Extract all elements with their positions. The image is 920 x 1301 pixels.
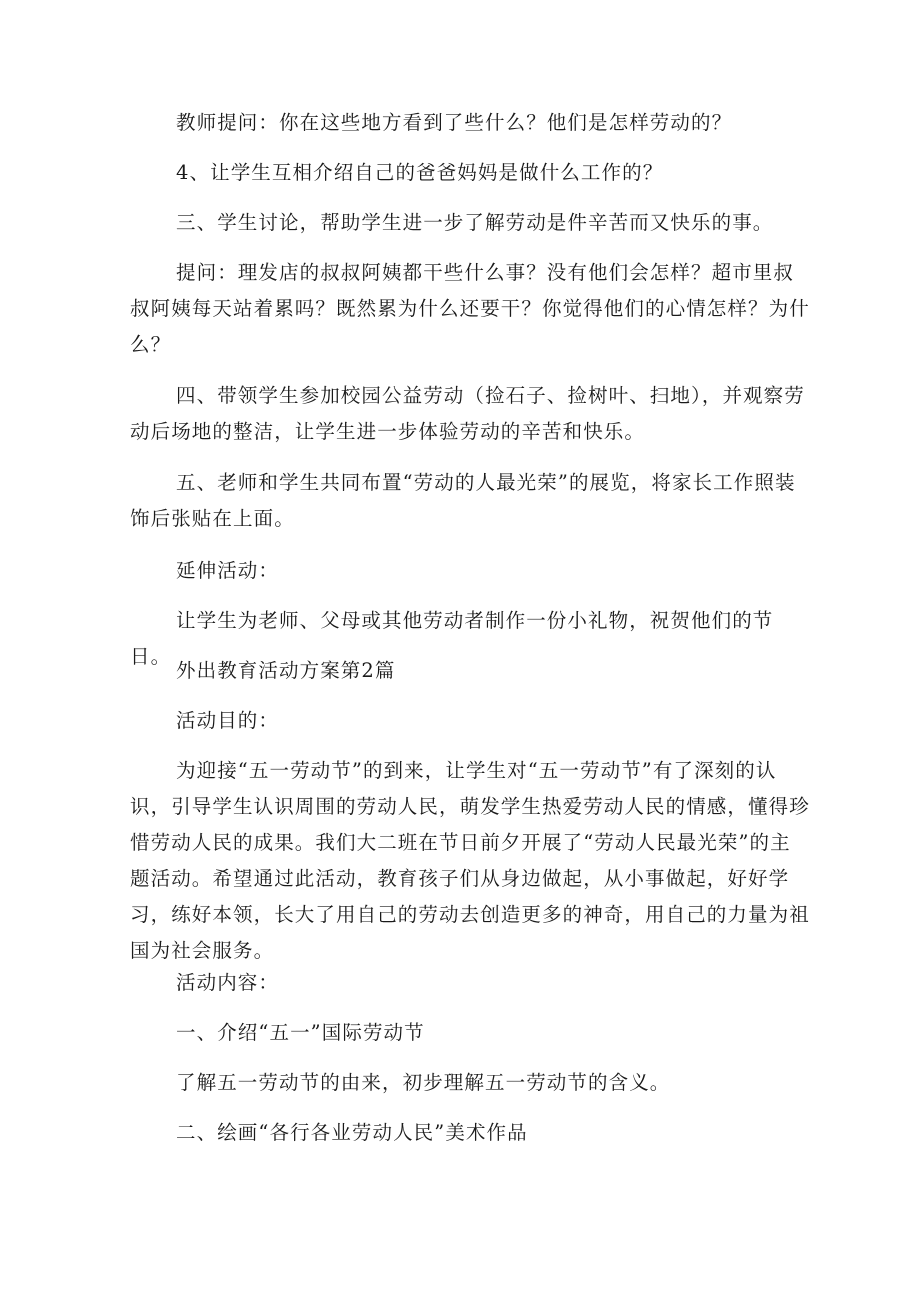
paragraph-extension-heading: 延伸活动： (176, 559, 280, 582)
paragraph-question: 提问：理发店的叔叔阿姨都干些什么事？没有他们会怎样？超市里叔叔阿姨每天站着累吗？既然累为什么还要干？你觉得他们的心情怎样？为什么？ (130, 261, 810, 356)
paragraph-content-2: 二、绘画“各行各业劳动人民”美术作品 (176, 1121, 528, 1144)
paragraph-content-1-body: 了解五一劳动节的由来，初步理解五一劳动节的含义。 (176, 1071, 671, 1094)
paragraph-extension-body: 让学生为老师、父母或其他劳动者制作一份小礼物，祝贺他们的节日。 (130, 609, 774, 668)
paragraph-item-4: 4、让学生互相介绍自己的爸爸妈妈是做什么工作的？ (176, 161, 664, 184)
paragraph-section-3: 三、学生讨论，帮助学生进一步了解劳动是件辛苦而又快乐的事。 (176, 211, 774, 234)
paragraph-content-1: 一、介绍“五一”国际劳动节 (176, 1021, 425, 1044)
paragraph-section-4: 四、带领学生参加校园公益劳动（捡石子、捡树叶、扫地），并观察劳动后场地的整洁，让学生进一步体验劳动的辛苦和快乐。 (130, 384, 805, 443)
paragraph-section-5: 五、老师和学生共同布置“劳动的人最光荣”的展览，将家长工作照装饰后张贴在上面。 (130, 471, 796, 530)
paragraph-content-heading: 活动内容： (176, 971, 280, 994)
paragraph-purpose-body: 为迎接“五一劳动节”的到来，让学生对“五一劳动节”有了深刻的认识，引导学生认识周围的劳动人民，萌发学生热爱劳动人民的情感，懂得珍惜劳动人民的成果。我们大二班在节日前夕开展了“劳动人民最光荣”的主题活动。希望通过此活动，教育孩子们从身边做起，从小事做起，好好学习，练好本领，长大了用自己的劳动去创造更多的神奇，用自己的力量为祖国为社会服务。 (130, 759, 810, 962)
paragraph-purpose-heading: 活动目的： (176, 709, 280, 732)
paragraph-plan-title: 外出教育活动方案第2篇 (176, 659, 396, 682)
paragraph-teacher-question: 教师提问：你在这些地方看到了些什么？他们是怎样劳动的？ (176, 111, 733, 134)
